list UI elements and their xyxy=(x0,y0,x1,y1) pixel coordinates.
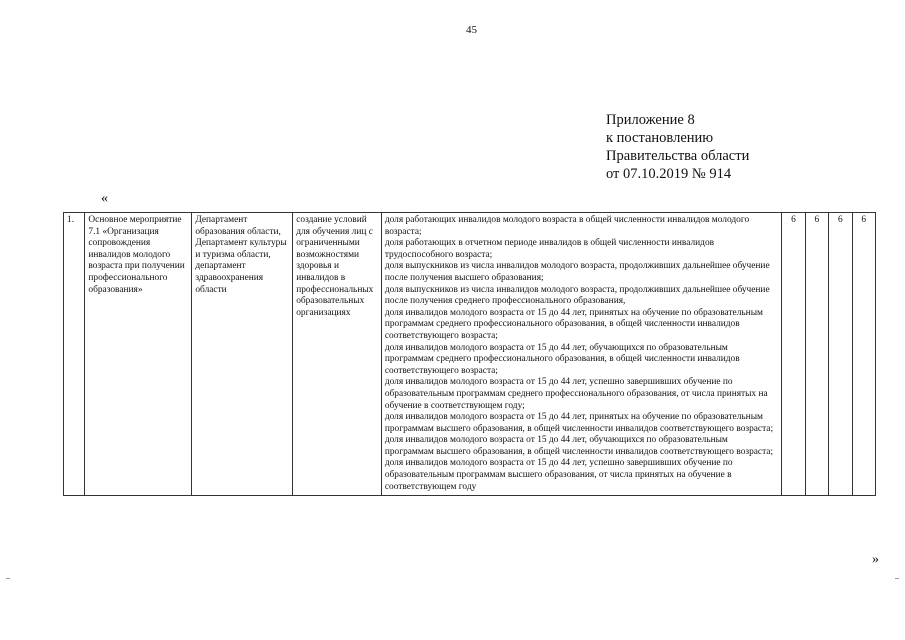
appendix-line-3: Правительства области xyxy=(606,148,750,164)
opening-quote: « xyxy=(101,191,108,206)
value-year-3: 6 xyxy=(829,213,852,496)
indicator-item: доля выпускников из числа инвалидов молодого возраста, продолживших дальнейшее обучение после получения среднего профессионального образования, xyxy=(384,284,770,307)
page-number: 45 xyxy=(466,24,477,36)
indicator-item: доля инвалидов молодого возраста от 15 до 44 лет, успешно завершивших обучение по образовательным программам высшего образования, от числа принятых на обучение в соответствующем году xyxy=(384,458,733,492)
indicators-cell xyxy=(381,213,781,496)
indicator-item: доля работающих инвалидов молодого возраста в общей численности инвалидов молодого возраста; xyxy=(384,215,750,237)
appendix-line-4: от 07.10.2019 № 914 xyxy=(606,166,732,182)
value-year-4: 6 xyxy=(852,213,876,496)
indicator-item: доля выпускников из числа инвалидов молодого возраста, продолживших дальнейшее обучение после получения высшего образования; xyxy=(384,261,770,283)
closing-quote: » xyxy=(872,552,879,567)
indicator-item: доля инвалидов молодого возраста от 15 до 44 лет, обучающихся по образовательным программам среднего профессионального образования, в общей численности инвалидов соответствующего возраста; xyxy=(384,342,740,376)
appendix-line-1: Приложение 8 xyxy=(606,112,695,128)
row-number: 1. xyxy=(64,213,85,496)
goal-cell: создание условий для обучения лиц с ограниченными возможностями здоровья и инвалидов в профессиональных образовательных организациях xyxy=(293,213,382,496)
indicator-item: доля инвалидов молодого возраста от 15 до 44 лет, принятых на обучение по образовательным программам высшего образования, в общей численности инвалидов соответствующего возраста; xyxy=(384,412,774,434)
indicator-item: доля инвалидов молодого возраста от 15 до 44 лет, обучающихся по образовательным программам высшего образования, в общей численности инвалидов соответствующего возраста; xyxy=(384,435,774,457)
value-year-1: 6 xyxy=(782,213,805,496)
appendix-header xyxy=(606,111,749,183)
indicator-item: доля инвалидов молодого возраста от 15 до 44 лет, принятых на обучение по образовательным программам среднего профессионального образования, в общей численности инвалидов соответствующего возраста; xyxy=(384,307,763,341)
scan-edge-mark xyxy=(895,578,899,579)
appendix-line-2: к постановлению xyxy=(606,130,714,146)
program-table xyxy=(63,212,876,496)
event-cell: Основное мероприятие 7.1 «Организация сопровождения инвалидов молодого возраста при получении профессионального образования» xyxy=(85,213,192,496)
indicator-item: доля работающих в отчетном периоде инвалидов в общей численности инвалидов трудоспособного возраста; xyxy=(384,238,715,260)
value-year-2: 6 xyxy=(805,213,828,496)
scan-edge-mark xyxy=(6,578,10,579)
executors-cell: Департамент образования области, Департамент культуры и туризма области, департамент здравоохранения области xyxy=(192,213,293,496)
table-row xyxy=(64,213,876,496)
indicator-item: доля инвалидов молодого возраста от 15 до 44 лет, успешно завершивших обучение по образовательным программам среднего профессионального образования, от числа принятых на обучение в соответствующем году; xyxy=(384,377,768,411)
